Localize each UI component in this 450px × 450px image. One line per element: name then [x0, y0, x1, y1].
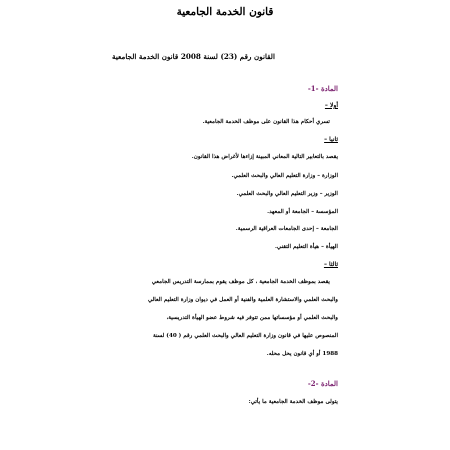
section-third-line-4: المنصوص عليها في قانون وزارة التعليم العالي والبحث العلمي رقم ( 40) لسنة — [152, 333, 338, 339]
definition-ministry: الوزارة – وزارة التعليم العالي والبحث العلمي. — [231, 173, 338, 179]
section-third-label: ثالثا – — [323, 261, 338, 268]
section-third-line-3: والبحث العلمي أو مؤسساتها ممن تتوفر فيه شروط عضو الهيأة التدريسية، — [166, 315, 338, 321]
section-second-intro: يقصد بالتعابير التالية المعاني المبينة إزاءها لأغراض هذا القانون. — [191, 154, 338, 160]
section-third-line-2: والبحث العلمي والاستشارة العلمية والفنية أو العمل في ديوان وزارة التعليم العالي — [147, 297, 338, 303]
section-third-line-1: يقصد بموظف الخدمة الجامعية ، كل موظف يقوم بممارسة التدريس الجامعي — [151, 279, 330, 285]
law-heading: القانون رقم (23) لسنة 2008 قانون الخدمة الجامعية — [112, 52, 275, 61]
definition-minister: الوزير – وزير التعليم العالي والبحث العلمي. — [236, 191, 338, 197]
definition-authority: الهيأة – هيأة التعليم التقني. — [274, 244, 338, 250]
article-2-label: المادة -2- — [307, 379, 338, 388]
definition-institution: المؤسسة – الجامعة أو المعهد. — [267, 209, 338, 215]
section-first-label: أولا – — [324, 102, 338, 109]
document-title: قانون الخدمة الجامعية — [176, 6, 274, 18]
section-second-label: ثانيا – — [324, 136, 338, 143]
section-third-line-5: 1988 أو أي قانون يحل محله. — [266, 351, 338, 357]
article-1-label: المادة -1- — [307, 84, 338, 93]
section-first-text: تسري أحكام هذا القانون على موظف الخدمة الجامعية. — [202, 119, 330, 125]
article-2-text: يتولى موظف الخدمة الجامعية ما يأتي: — [248, 399, 338, 405]
definition-university: الجامعة – إحدى الجامعات العراقية الرسمية. — [235, 226, 338, 232]
